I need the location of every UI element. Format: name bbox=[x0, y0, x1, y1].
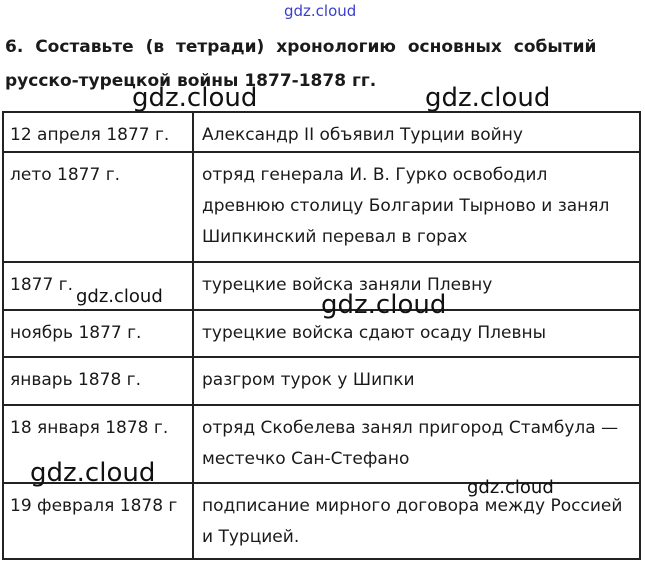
event-cell: турецкие войска сдают осаду Плевны bbox=[193, 310, 640, 357]
table-row bbox=[3, 152, 640, 262]
task-heading-line-2: русско-турецкой войны 1877-1878 гг. bbox=[5, 71, 377, 91]
watermark: gdz.cloud bbox=[467, 477, 554, 498]
date-cell: ноябрь 1877 г. bbox=[3, 310, 193, 357]
event-cell: разгром турок у Шипки bbox=[193, 357, 640, 405]
date-cell: 12 апреля 1877 г. bbox=[3, 112, 193, 152]
event-cell: отряд генерала И. В. Гурко освободил древнюю столицу Болгарии Тырново и занял Шипкинский перевал в горах bbox=[193, 152, 640, 262]
watermark-top: gdz.cloud bbox=[284, 2, 357, 20]
task-heading-line-1: 6. Составьте (в тетради) хронологию основных событий bbox=[5, 37, 597, 57]
date-cell: 18 января 1878 г. bbox=[3, 405, 193, 483]
table-row bbox=[3, 112, 640, 152]
watermark: gdz.cloud bbox=[425, 83, 551, 113]
table-row bbox=[3, 357, 640, 405]
event-cell: турецкие войска заняли Плевну bbox=[193, 262, 640, 310]
date-cell: 1877 г. bbox=[3, 262, 193, 310]
watermark: gdz.cloud bbox=[321, 290, 447, 320]
event-cell: подписание мирного договора между Россией и Турцией. bbox=[193, 483, 640, 559]
date-cell: 19 февраля 1878 г bbox=[3, 483, 193, 559]
watermark: gdz.cloud bbox=[30, 458, 156, 488]
event-cell: отряд Скобелева занял пригород Стамбула — местечко Сан-Стефано bbox=[193, 405, 640, 483]
watermark: gdz.cloud bbox=[132, 83, 258, 113]
watermark: gdz.cloud bbox=[76, 286, 163, 307]
date-cell: январь 1878 г. bbox=[3, 357, 193, 405]
date-cell: лето 1877 г. bbox=[3, 152, 193, 262]
event-cell: Александр II объявил Турции войну bbox=[193, 112, 640, 152]
